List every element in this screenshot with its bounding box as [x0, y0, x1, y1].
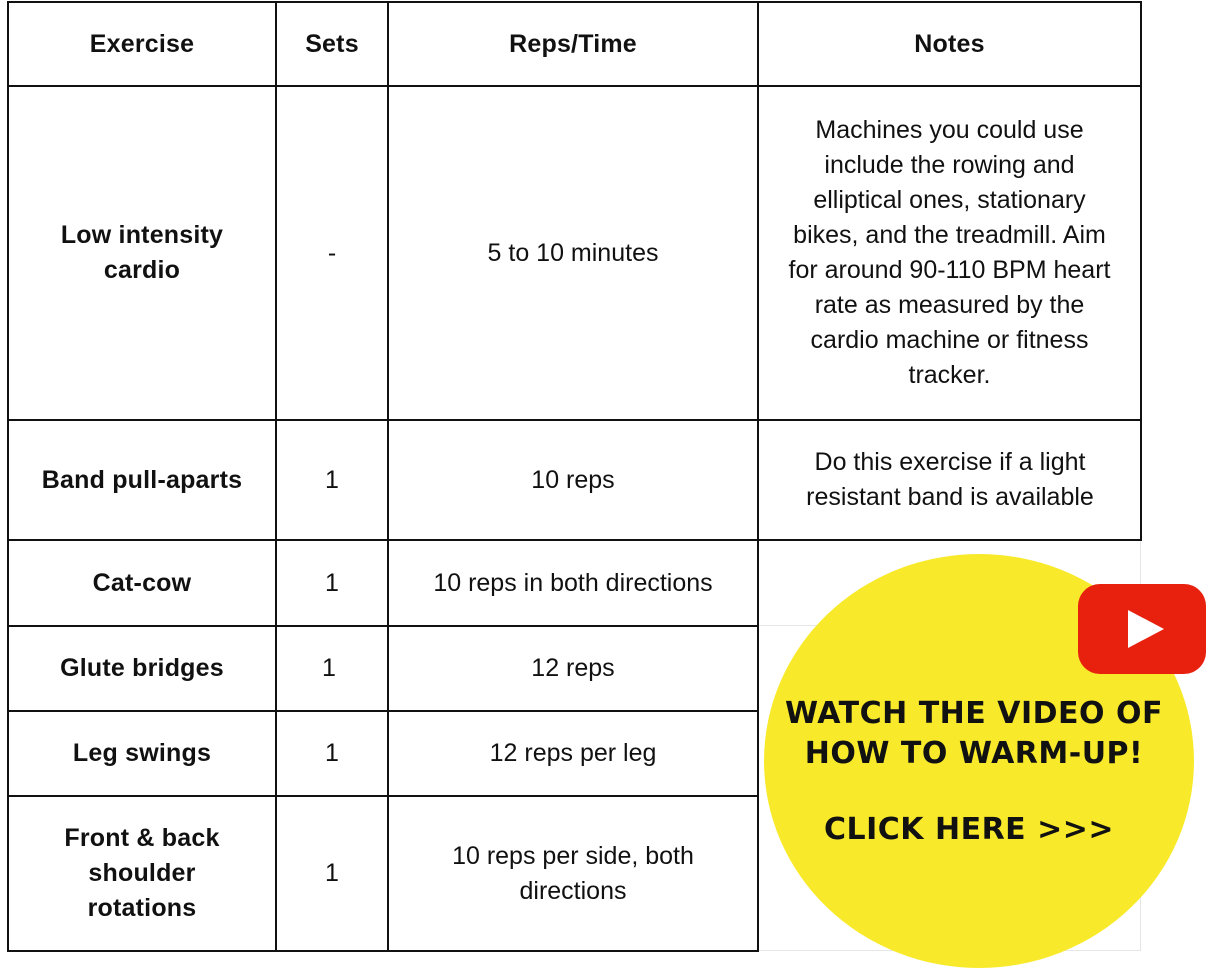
row-6-exercise: Front & back shoulder rotations [64, 824, 220, 922]
play-triangle-icon [1078, 584, 1206, 674]
youtube-play-icon[interactable] [1078, 584, 1206, 674]
row-2-notes: Do this exercise if a light resistant band is available [806, 448, 1094, 511]
cta-line-1: WATCH THE VIDEO OF [785, 696, 1163, 731]
row-6-sets: 1 [325, 859, 339, 887]
row-1-exercise: Low intensity cardio [60, 221, 224, 284]
row-2-exercise: Band pull-aparts [41, 465, 243, 494]
row-1-notes: Machines you could use include the rowing and elliptical ones, stationary bikes, and the treadmill. Aim for around 90-110 BPM heart rate as measured by the cardio machine or fitness tracker. [788, 116, 1111, 389]
row-4-sets: 1 [322, 654, 336, 682]
cta-line-2: HOW TO WARM-UP! [804, 736, 1144, 771]
row-2-reps: 10 reps [531, 465, 615, 494]
row-3-sets: 1 [325, 568, 339, 597]
table-border-right [1140, 1, 1142, 541]
row-3-exercise: Cat-cow [92, 568, 192, 597]
row-4-exercise: Glute bridges [60, 654, 224, 682]
row-4-reps: 12 reps [531, 654, 615, 682]
column-divider-3 [757, 1, 759, 952]
cta-line-3: CLICK HERE >>> [823, 812, 1115, 847]
header-exercise: Exercise [89, 29, 195, 58]
row-5-exercise: Leg swings [72, 739, 212, 767]
row-1-sets: - [327, 238, 337, 267]
table-border-bottom [7, 950, 759, 952]
header-sets: Sets [305, 29, 359, 58]
row-5-sets: 1 [325, 739, 339, 767]
row-3-reps: 10 reps in both directions [433, 568, 713, 597]
row-2-sets: 1 [325, 465, 339, 494]
row-5-reps: 12 reps per leg [489, 739, 657, 767]
header-reps-time: Reps/Time [509, 29, 637, 58]
row-1-reps: 5 to 10 minutes [487, 238, 659, 267]
header-notes: Notes [914, 29, 985, 58]
row-6-reps: 10 reps per side, both directions [452, 841, 694, 905]
